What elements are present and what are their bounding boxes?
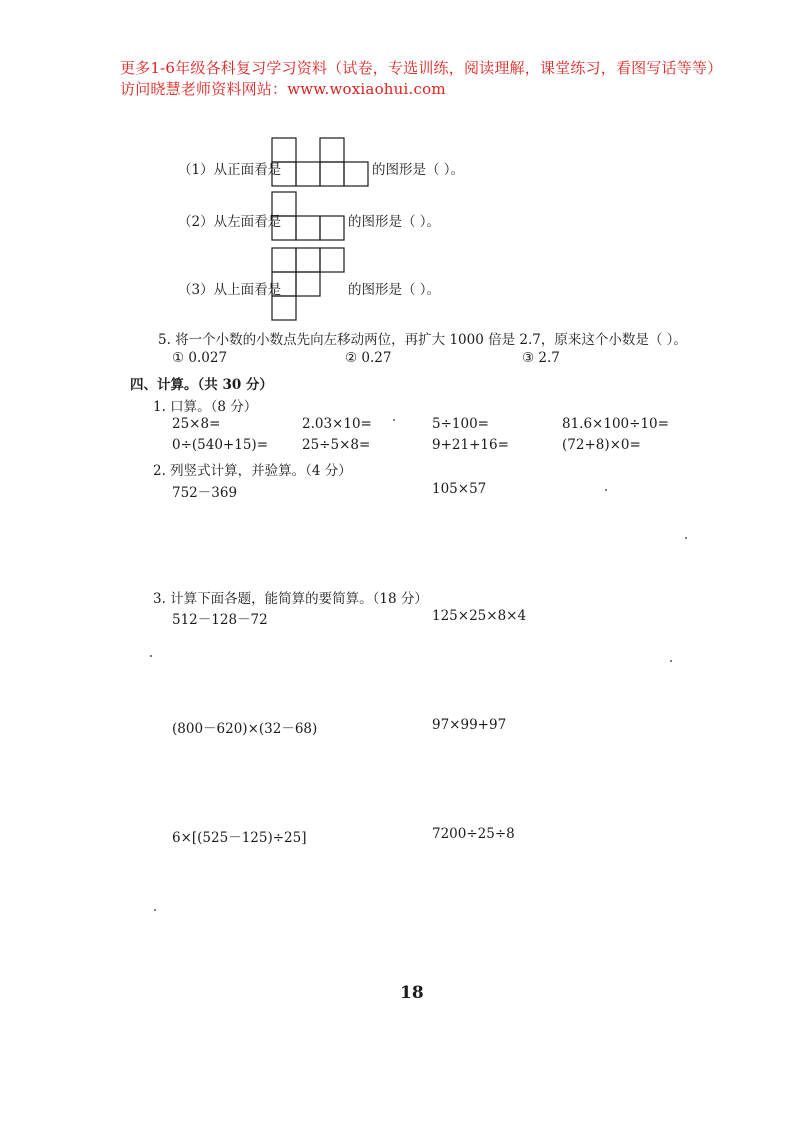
part2-title: 2. 列竖式计算，并验算。（4 分） <box>153 463 352 479</box>
view-front-prefix: （1）从正面看是 <box>178 162 282 178</box>
scan-speck <box>670 660 672 662</box>
oral-item: 81.6×100÷10= <box>562 416 669 432</box>
front-view-figure <box>272 138 368 188</box>
vertical-calc-item: 105×57 <box>432 481 487 497</box>
scan-speck <box>393 419 395 421</box>
view-top-suffix: 的图形是（ ）。 <box>348 282 441 298</box>
view-left-prefix: （2）从左面看是 <box>178 214 282 230</box>
simplify-item: (800－620)×(32－68) <box>172 721 318 737</box>
part3-title: 3. 计算下面各题，能简算的要简算。（18 分） <box>153 591 428 607</box>
simplify-item: 7200÷25÷8 <box>432 826 515 842</box>
oral-item: 9+21+16= <box>432 437 509 453</box>
q5-option-2: ② 0.27 <box>345 350 392 366</box>
top-view-figure <box>272 248 344 320</box>
part1-title: 1. 口算。（8 分） <box>153 399 258 415</box>
simplify-item: 6×[(525－125)÷25] <box>172 830 307 846</box>
scan-speck <box>154 909 156 911</box>
section4-title: 四、计算。（共 30 分） <box>130 377 273 393</box>
header-notice: 更多1-6年级各科复习学习资料（试卷，专选训练，阅读理解，课堂练习，看图写话等等）访问晓慧老师资料网站：www.woxiaohui.com <box>120 59 715 98</box>
scan-speck <box>605 489 607 491</box>
simplify-item: 512－128－72 <box>172 612 268 628</box>
view-front-suffix: 的图形是（ ）。 <box>372 162 465 178</box>
view-left-suffix: 的图形是（ ）。 <box>348 214 441 230</box>
q5-text: 5. 将一个小数的小数点先向左移动两位，再扩大 1000 倍是 2.7，原来这个小数是（ ）。 <box>158 332 687 348</box>
scan-speck <box>150 655 152 657</box>
scan-speck <box>685 537 687 539</box>
vertical-calc-item: 752－369 <box>172 485 238 501</box>
q5-option-1: ① 0.027 <box>172 350 228 366</box>
view-top-prefix: （3）从上面看是 <box>178 282 282 298</box>
page-number: 18 <box>400 983 424 1003</box>
simplify-item: 125×25×8×4 <box>432 608 527 624</box>
oral-item: 25×8= <box>172 416 221 432</box>
oral-item: 2.03×10= <box>302 416 372 432</box>
oral-item: 5÷100= <box>432 416 489 432</box>
left-view-figure <box>272 192 344 242</box>
q5-option-3: ③ 2.7 <box>522 350 560 366</box>
oral-item: 0÷(540+15)= <box>172 437 269 453</box>
oral-item: 25÷5×8= <box>302 437 371 453</box>
simplify-item: 97×99+97 <box>432 717 507 733</box>
oral-item: (72+8)×0= <box>562 437 641 453</box>
